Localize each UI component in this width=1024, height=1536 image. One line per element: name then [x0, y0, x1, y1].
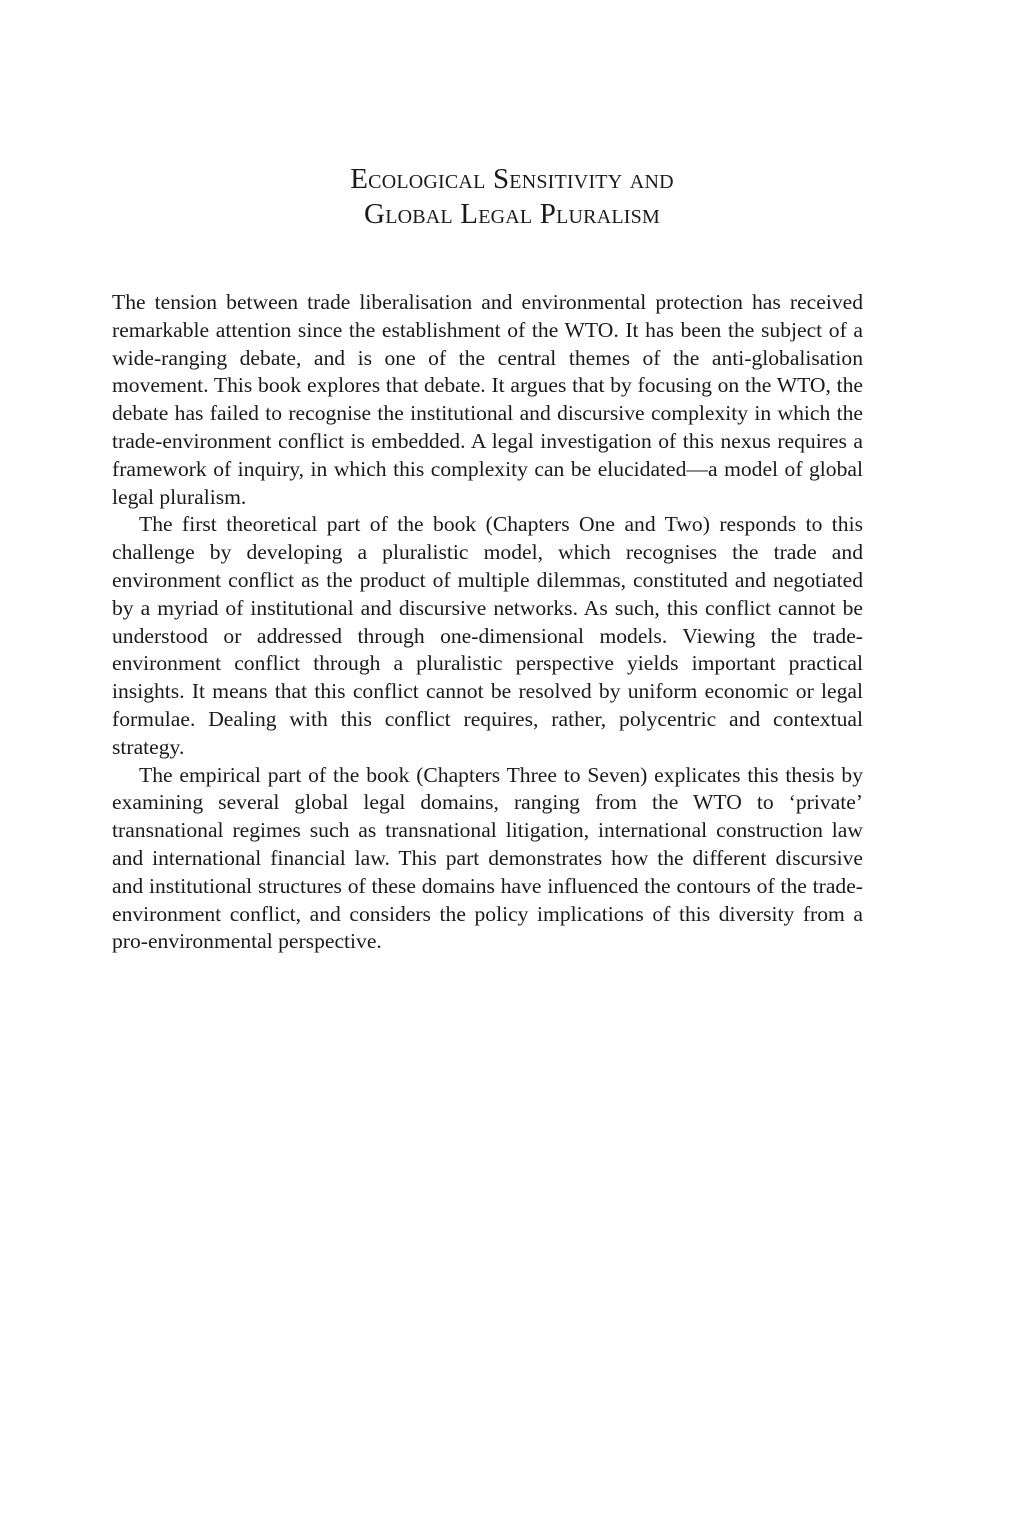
- body-text: [112, 289, 863, 956]
- paragraph-1: The tension between trade liberalisation and environmental protection has received remarkable attention since the establishment of the WTO. It has been the subject of a wide-ranging debate, and is one of the central themes of the anti-globalisation movement. This book explores that debate. It argues that by focusing on the WTO, the debate has failed to recognise the institutional and discursive complexity in which the trade-environment conflict is embedded. A legal investigation of this nexus requires a framework of inquiry, in which this complexity can be elucidated—a model of global legal pluralism.: [112, 290, 863, 509]
- page-title: [0, 162, 1024, 232]
- title-line-1: Ecological Sensitivity and: [350, 163, 674, 195]
- paragraph-3: The empirical part of the book (Chapters Three to Seven) explicates this thesis by examining several global legal domains, ranging from the WTO to ‘private’ transnational regimes such as transnational litigation, international construction law and international financial law. This part demonstrates how the different discursive and institutional structures of these domains have influenced the contours of the trade-environment conflict, and considers the policy implications of this diversity from a pro-environmental perspective.: [112, 762, 863, 954]
- title-line-2: Global Legal Pluralism: [364, 198, 660, 230]
- paragraph-2: The first theoretical part of the book (Chapters One and Two) responds to this challenge by developing a pluralistic model, which recognises the trade and environment conflict as the product of multiple dilemmas, constituted and negotiated by a myriad of institutional and discursive networks. As such, this conflict cannot be understood or addressed through one-dimensional models. Viewing the trade-environment conflict through a pluralistic perspective yields important practical insights. It means that this conflict cannot be resolved by uniform economic or legal formulae. Dealing with this conflict requires, rather, polycentric and contextual strategy.: [112, 512, 863, 759]
